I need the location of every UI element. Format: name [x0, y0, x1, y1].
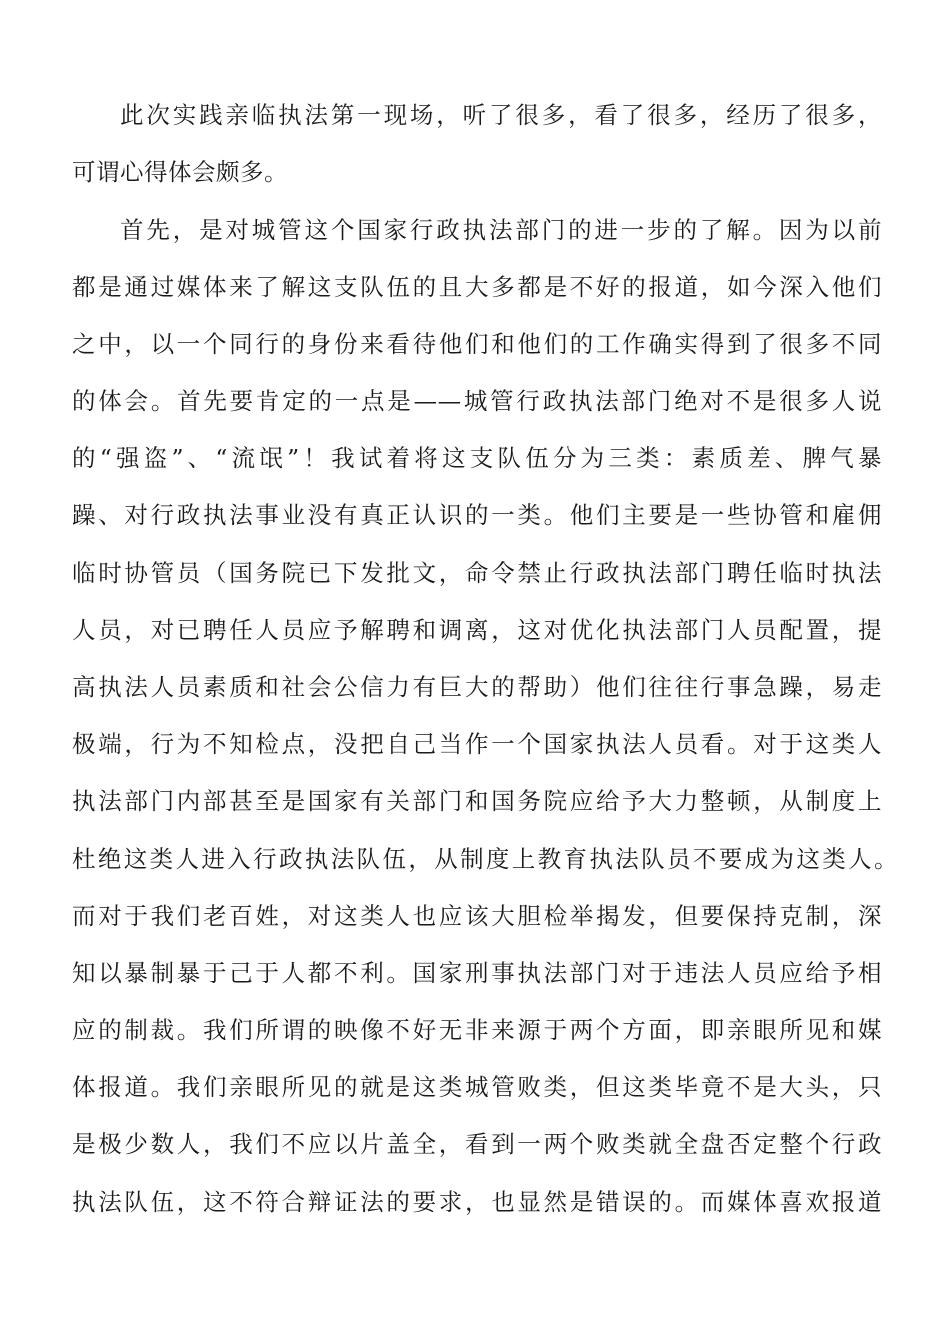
paragraph-line: 是极少数人，我们不应以片盖全，看到一两个败类就全盘否定整个行政 — [72, 1130, 882, 1158]
paragraph-line: 杜绝这类人进入行政执法队伍，从制度上教育执法队员不要成为这类人。 — [72, 845, 898, 873]
paragraph-line: 极端，行为不知检点，没把自己当作一个国家执法人员看。对于这类人 — [72, 730, 882, 758]
paragraph-line: 的“强盗”、“流氓”！我试着将这支队伍分为三类：素质差、脾气暴 — [72, 444, 882, 472]
paragraph-line: 体报道。我们亲眼所见的就是这类城管败类，但这类毕竟不是大头，只 — [72, 1073, 882, 1101]
paragraph-line: 高执法人员素质和社会公信力有巨大的帮助）他们往往行事急躁，易走 — [72, 673, 882, 701]
paragraph-line: 的体会。首先要肯定的一点是——城管行政执法部门绝对不是很多人说 — [72, 387, 882, 415]
paragraph-line: 之中，以一个同行的身份来看待他们和他们的工作确实得到了很多不同 — [72, 330, 882, 358]
paragraph-line: 此次实践亲临执法第一现场，听了很多，看了很多，经历了很多， — [120, 101, 882, 129]
paragraph-line: 而对于我们老百姓，对这类人也应该大胆检举揭发，但要保持克制，深 — [72, 902, 882, 930]
paragraph-line: 知以暴制暴于己于人都不利。国家刑事执法部门对于违法人员应给予相 — [72, 959, 882, 987]
paragraph-line: 临时协管员（国务院已下发批文，命令禁止行政执法部门聘任临时执法 — [72, 559, 882, 587]
paragraph-line: 可谓心得体会颇多。 — [72, 158, 288, 186]
paragraph-line: 执法队伍，这不符合辩证法的要求，也显然是错误的。而媒体喜欢报道 — [72, 1188, 882, 1216]
paragraph-line: 首先，是对城管这个国家行政执法部门的进一步的了解。因为以前 — [120, 216, 882, 244]
paragraph-line: 人员，对已聘任人员应予解聘和调离，这对优化执法部门人员配置，提 — [72, 616, 882, 644]
paragraph-line: 应的制裁。我们所谓的映像不好无非来源于两个方面，即亲眼所见和媒 — [72, 1016, 882, 1044]
paragraph-line: 都是通过媒体来了解这支队伍的且大多都是不好的报道，如今深入他们 — [72, 273, 882, 301]
paragraph-line: 执法部门内部甚至是国家有关部门和国务院应给予大力整顿，从制度上 — [72, 787, 882, 815]
paragraph-line: 躁、对行政执法事业没有真正认识的一类。他们主要是一些协管和雇佣 — [72, 501, 882, 529]
